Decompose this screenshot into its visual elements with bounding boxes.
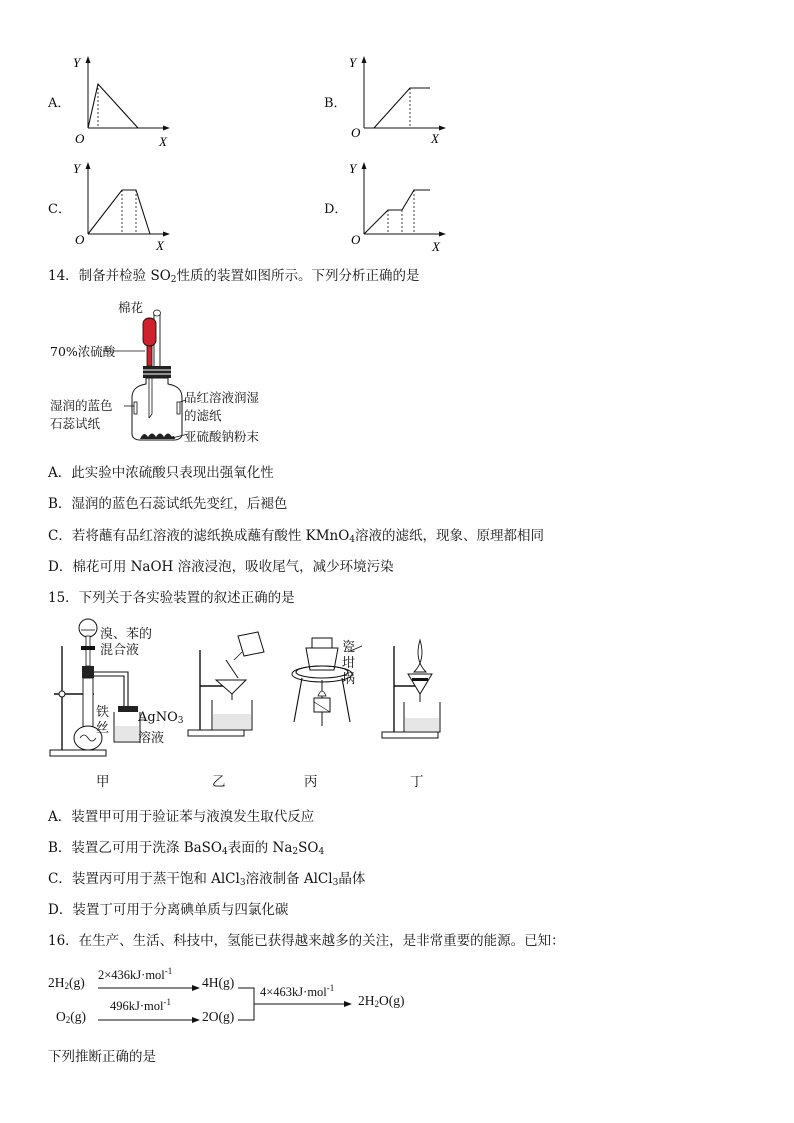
graph-d-origin: O [351, 232, 361, 247]
q16-arrow1-label [98, 966, 172, 983]
q15-option-c-mid: 溶液制备 AlCl [245, 871, 333, 887]
q14-litmus-paper [134, 402, 137, 414]
q14-acid-stem [147, 346, 152, 366]
graph-c [70, 158, 180, 254]
q15-jia-funnel-stem [86, 636, 90, 666]
q16-arrow2-sup: -1 [163, 997, 171, 1007]
graph-b-origin: O [351, 125, 361, 140]
q16-tail: 下列推断正确的是 [48, 1049, 156, 1065]
q15-label-iron-1: 铁 [96, 705, 110, 720]
q15-label-agno3-sub: 3 [177, 716, 184, 726]
q14-label-pink-2: 的滤纸 [184, 408, 222, 423]
graph-a [70, 52, 180, 148]
graph-a-letter: A． [48, 96, 71, 111]
q16-h2-sub: 2 [64, 981, 69, 991]
q16-water-suffix: O(g) [379, 993, 405, 1008]
q15-jia-funnel-bulb [79, 619, 97, 637]
graph-d-y-arrow [362, 162, 367, 169]
graph-d-curve [364, 190, 430, 234]
q16-arrow2-head [192, 1017, 200, 1023]
q14-pink-paper [177, 402, 180, 414]
q16-arrow3-text: 4×463kJ·mol [260, 985, 327, 1000]
q15-label-iron-2: 丝 [96, 721, 110, 736]
q15-option-b-prefix: B．装置乙可用于洗涤 BaSO [48, 840, 222, 856]
q15-label-agno3 [138, 710, 183, 726]
q15-caption-bing: 丙 [304, 774, 318, 790]
q14-label-pink-1: 品红溶液润湿 [184, 390, 260, 405]
q14-stem-suffix: 性质的装置如图所示。下列分析正确的是 [176, 268, 420, 284]
q15-ding-liquid [405, 718, 439, 731]
q15-label-crucible-3: 埚 [342, 672, 356, 687]
q16-arrow2-text: 496kJ·mol [110, 999, 164, 1014]
q15-bing-leg-1 [294, 678, 302, 722]
q15-ding-funnel [408, 674, 432, 694]
graph-c-letter: C． [48, 202, 71, 217]
q16-o2-sub: 2 [65, 1015, 71, 1025]
q15-jia-liquid [115, 726, 139, 741]
q15-apparatus-bing [292, 636, 372, 740]
q15-option-a: A．装置甲可用于验证苯与液溴发生取代反应 [48, 809, 315, 825]
q14-option-a: A．此实验中浓硫酸只表现出强氧化性 [48, 465, 274, 481]
graph-c-y-label: Y [73, 161, 81, 176]
q16-water-sub: 2 [374, 999, 379, 1009]
graph-b-y-label: Y [349, 55, 357, 70]
graph-d [346, 158, 456, 254]
q15-jia-clamp-knob [59, 691, 65, 697]
q15-apparatus-ding [380, 638, 460, 742]
graph-d-svg [346, 158, 456, 254]
q15-caption-yi: 乙 [212, 774, 226, 790]
q16-h2-suffix: (g) [69, 975, 85, 990]
q16-arrow3-sup: -1 [326, 983, 335, 993]
q15-yi-svg [186, 630, 266, 740]
q15-bing-lid [312, 638, 332, 648]
q14-label-sulfite: 亚硫酸钠粉末 [184, 429, 260, 444]
q15-ding-funnel-top [414, 640, 426, 672]
q14-label-acid: 70%浓硫酸 [50, 344, 116, 359]
graph-a-curve [88, 84, 138, 128]
q14-option-c-suffix: 溶液的滤纸，现象、原理都相同 [355, 528, 545, 544]
graph-b-y-arrow [362, 56, 367, 63]
q16-h2-prefix: 2H [48, 975, 65, 990]
q14-stem-prefix: 14．制备并检验 SO [48, 268, 171, 284]
q16-arrow1-text: 2×436kJ·mol [98, 968, 165, 983]
q14-option-c [48, 524, 544, 545]
graph-a-x-label: X [159, 134, 167, 149]
graph-d-x-arrow [439, 232, 446, 237]
graph-a-y-arrow [86, 56, 91, 63]
q16-scheme-arrows [90, 984, 360, 1028]
q16-arrow1-sup: -1 [164, 966, 173, 976]
q15-stem: 15．下列关于各实验装置的叙述正确的是 [48, 590, 295, 606]
q15-option-d: D．装置丁可用于分离碘单质与四氯化碳 [48, 902, 289, 918]
graph-c-curve [88, 190, 150, 234]
q16-water-prefix: 2H [358, 993, 375, 1008]
q15-ding-svg [380, 638, 460, 742]
q16-h2 [48, 975, 85, 991]
graph-b [346, 52, 456, 148]
q14-option-c-sub: 4 [349, 535, 356, 545]
q14-stem-sub: 2 [170, 275, 177, 285]
q15-yi-pour-stream [234, 652, 242, 660]
q15-option-b-mid: 表面的 Na [227, 840, 293, 856]
q15-bing-flame [318, 691, 326, 696]
graph-c-origin: O [75, 232, 85, 247]
q14-label-litmus-2: 石蕊试纸 [50, 416, 101, 431]
q15-label-mix-2: 混合液 [100, 643, 140, 658]
graph-b-svg [346, 52, 456, 148]
graph-b-curve [374, 88, 430, 128]
q14-option-d: D．棉花可用 NaOH 溶液浸泡，吸收尾气，减少环境污染 [48, 559, 394, 575]
q15-option-c-prefix: C．装置丙可用于蒸干饱和 AlCl [48, 871, 240, 887]
q15-bing-lamp [314, 698, 330, 712]
q15-option-b-mid2: SO [298, 840, 319, 856]
q15-ding-base [382, 732, 438, 738]
q14-option-b: B．湿润的蓝色石蕊试纸先变红，后褪色 [48, 496, 288, 512]
graph-d-y-label: Y [349, 161, 357, 176]
q15-option-c [48, 867, 365, 888]
q16-o-product: 2O(g) [202, 1009, 235, 1024]
q15-yi-base [188, 730, 244, 736]
q14-acid-bulb [143, 318, 156, 346]
q15-caption-jia: 甲 [96, 774, 110, 790]
q16-arrow1-head [192, 985, 200, 991]
q15-label-solution: 溶液 [138, 731, 165, 746]
q15-label-crucible-2: 坩 [342, 656, 356, 671]
q16-h-product: 4H(g) [202, 975, 235, 990]
q15-option-b-sub1: 4 [222, 847, 228, 857]
q15-jia-stopcock [81, 646, 95, 650]
q15-option-c-suffix: 晶体 [338, 871, 366, 887]
q14-stem [48, 264, 420, 285]
q15-jia-stopper [82, 666, 94, 678]
graph-c-y-arrow [86, 162, 91, 169]
q15-option-b [48, 836, 324, 857]
q15-label-crucible-1: 瓷 [342, 640, 356, 655]
q15-yi-liquid [213, 714, 251, 729]
q16-o2-prefix: O [56, 1009, 66, 1024]
q16-arrows-svg [90, 984, 360, 1028]
q16-stem: 16．在生产、生活、科技中，氢能已获得越来越多的关注，是非常重要的能源。已知： [48, 933, 565, 949]
q15-yi-glass-rod [226, 660, 238, 678]
q15-caption-ding: 丁 [410, 774, 424, 790]
q16-water [358, 993, 405, 1009]
q15-ding-stopcock [412, 678, 428, 681]
q14-label-litmus-1: 湿润的蓝色 [50, 398, 113, 413]
q15-option-b-sub2: 2 [292, 847, 299, 857]
q15-option-c-sub2: 3 [332, 878, 339, 888]
graph-c-x-arrow [163, 232, 170, 237]
graph-a-origin: O [75, 131, 85, 146]
q15-jia-base [50, 750, 106, 756]
q14-label-cotton: 棉花 [118, 300, 144, 315]
q16-arrow3-head [344, 1001, 352, 1007]
graph-a-y-label: Y [73, 55, 81, 70]
q15-label-mix-1: 溴、苯的 [100, 627, 153, 642]
q15-jia-tube-stopper [118, 706, 138, 712]
graph-d-x-label: X [432, 239, 440, 254]
q15-option-c-sub1: 3 [239, 878, 246, 888]
q15-label-agno3-prefix: AgNO [138, 710, 178, 725]
q16-o2-suffix: (g) [70, 1009, 86, 1024]
q15-bing-svg [292, 636, 372, 740]
graph-a-x-arrow [163, 126, 170, 131]
graph-d-letter: D． [324, 202, 348, 217]
q16-bracket [238, 988, 254, 1020]
q15-jia-neck [83, 678, 93, 728]
graph-a-svg [70, 52, 180, 148]
q14-option-c-prefix: C．若将蘸有品红溶液的滤纸换成蘸有酸性 KMnO [48, 528, 350, 544]
graph-c-svg [70, 158, 180, 254]
graph-b-x-arrow [439, 126, 446, 131]
q15-apparatus-yi [186, 630, 266, 740]
q15-option-b-sub3: 4 [318, 847, 325, 857]
q16-o2 [56, 1009, 86, 1025]
q14-bottle [132, 378, 182, 440]
q15-yi-funnel [216, 680, 246, 694]
graph-b-letter: B． [324, 96, 347, 111]
graph-b-x-label: X [431, 131, 439, 146]
graph-c-x-label: X [156, 238, 164, 253]
q14-stopper [143, 366, 171, 378]
q14-cotton-plug [154, 310, 161, 316]
